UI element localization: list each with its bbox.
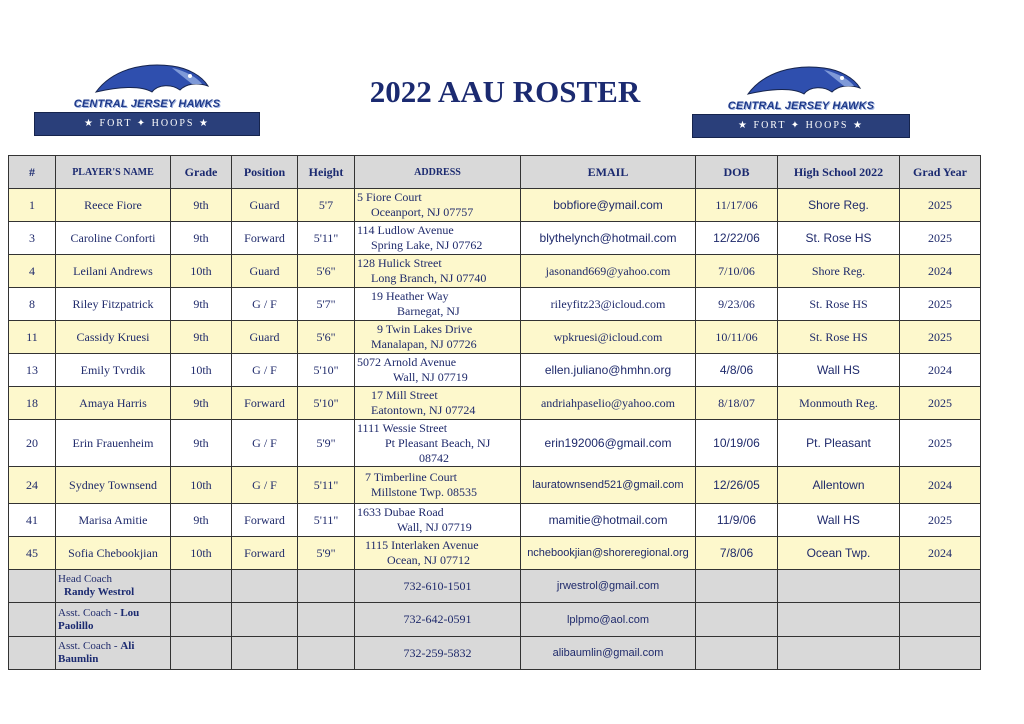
player-dob: 7/10/06 (696, 255, 778, 288)
player-grad-year: 2025 (900, 321, 981, 354)
address-line: 1111 Wessie Street (357, 420, 448, 435)
address-line: 1633 Dubae Road (357, 505, 444, 519)
address-line: Spring Lake, NJ 07762 (371, 238, 483, 252)
table-row (9, 288, 981, 321)
player-school: Wall HS (778, 354, 900, 387)
player-school: Shore Reg. (778, 255, 900, 288)
address-line: Wall, NJ 07719 (397, 520, 472, 534)
empty-cell (9, 603, 56, 637)
player-dob: 8/18/07 (696, 387, 778, 420)
empty-cell (298, 570, 355, 603)
col-header: Grade (171, 156, 232, 189)
player-number: 3 (9, 222, 56, 255)
player-number: 20 (9, 420, 56, 467)
address-line: 9 Twin Lakes Drive (377, 322, 473, 336)
player-grade: 9th (171, 321, 232, 354)
address-line: Pt Pleasant Beach, NJ (385, 435, 491, 450)
player-dob: 10/19/06 (696, 420, 778, 467)
player-address (355, 321, 521, 354)
page-title: 2022 AAU ROSTER (369, 74, 641, 109)
header-row (9, 156, 981, 189)
player-grade: 10th (171, 537, 232, 570)
coach-cell (56, 637, 171, 670)
player-grad-year: 2025 (900, 189, 981, 222)
team-logo-right (692, 64, 910, 140)
player-grad-year: 2024 (900, 537, 981, 570)
player-address (355, 387, 521, 420)
player-school: Wall HS (778, 504, 900, 537)
player-number: 1 (9, 189, 56, 222)
table-row (9, 189, 981, 222)
address-line: Wall, NJ 07719 (393, 370, 468, 384)
player-dob: 11/17/06 (696, 189, 778, 222)
coach-role: Asst. Coach - (58, 606, 118, 619)
player-height: 5'7 (298, 189, 355, 222)
empty-cell (9, 637, 56, 670)
player-position: G / F (232, 354, 298, 387)
address-line: Ocean, NJ 07712 (387, 553, 470, 567)
player-school: St. Rose HS (778, 222, 900, 255)
table-row (9, 420, 981, 467)
player-position: Forward (232, 504, 298, 537)
coach-phone[interactable]: 732-642-0591 (355, 603, 521, 637)
empty-cell (171, 637, 232, 670)
col-header: Grad Year (900, 156, 981, 189)
player-name: Emily Tvrdik (56, 354, 171, 387)
player-number: 11 (9, 321, 56, 354)
player-grade: 9th (171, 189, 232, 222)
address-line: 5 Fiore Court (357, 190, 422, 204)
player-email[interactable]: andriahpaselio@yahoo.com (521, 387, 696, 420)
table-row (9, 222, 981, 255)
address-line: 114 Ludlow Avenue (357, 223, 454, 237)
table-row (9, 321, 981, 354)
coach-email[interactable]: jrwestrol@gmail.com (521, 570, 696, 603)
table-row (9, 255, 981, 288)
address-line: Long Branch, NJ 07740 (371, 271, 487, 285)
empty-cell (900, 603, 981, 637)
player-position: G / F (232, 288, 298, 321)
address-line: 5072 Arnold Avenue (357, 355, 457, 369)
coach-role: Asst. Coach - (58, 640, 118, 652)
player-height: 5'10" (298, 387, 355, 420)
player-grade: 9th (171, 387, 232, 420)
empty-cell (232, 637, 298, 670)
player-name: Sofia Chebookjian (56, 537, 171, 570)
coach-name: Randy Westrol (64, 586, 135, 598)
table-row (9, 354, 981, 387)
fort-hoops-band: ★ FORT ✦ HOOPS ★ (34, 112, 260, 136)
player-name: Cassidy Kruesi (56, 321, 171, 354)
player-number: 45 (9, 537, 56, 570)
player-grad-year: 2025 (900, 222, 981, 255)
empty-cell (171, 603, 232, 637)
col-header: High School 2022 (778, 156, 900, 189)
empty-cell (171, 570, 232, 603)
player-number: 24 (9, 467, 56, 504)
coach-name: Ali Baumlin (58, 640, 135, 665)
player-grade: 10th (171, 255, 232, 288)
player-grad-year: 2025 (900, 387, 981, 420)
table-row (9, 467, 981, 504)
player-height: 5'11" (298, 504, 355, 537)
table-row (9, 387, 981, 420)
address-line: Oceanport, NJ 07757 (371, 205, 474, 219)
player-name: Erin Frauenheim (56, 420, 171, 467)
player-dob: 4/8/06 (696, 354, 778, 387)
player-dob: 9/23/06 (696, 288, 778, 321)
player-grad-year: 2024 (900, 467, 981, 504)
player-grad-year: 2025 (900, 504, 981, 537)
player-email[interactable]: blythelynch@hotmail.com (521, 222, 696, 255)
player-number: 4 (9, 255, 56, 288)
player-position: G / F (232, 420, 298, 467)
address-line: 08742 (419, 450, 449, 465)
player-number: 13 (9, 354, 56, 387)
player-dob: 12/26/05 (696, 467, 778, 504)
player-height: 5'6" (298, 321, 355, 354)
player-address (355, 354, 521, 387)
empty-cell (900, 570, 981, 603)
empty-cell (900, 637, 981, 670)
col-header: DOB (696, 156, 778, 189)
player-address (355, 537, 521, 570)
empty-cell (9, 570, 56, 603)
player-position: Forward (232, 222, 298, 255)
player-height: 5'10" (298, 354, 355, 387)
player-address (355, 222, 521, 255)
address-line: Millstone Twp. 08535 (371, 485, 477, 499)
player-grade: 9th (171, 222, 232, 255)
player-school: St. Rose HS (778, 321, 900, 354)
empty-cell (778, 637, 900, 670)
player-email[interactable]: ellen.juliano@hmhn.org (521, 354, 696, 387)
col-header: EMAIL (521, 156, 696, 189)
player-grad-year: 2025 (900, 288, 981, 321)
fort-hoops-band: ★ FORT ✦ HOOPS ★ (692, 114, 910, 138)
player-grad-year: 2024 (900, 354, 981, 387)
player-grade: 9th (171, 420, 232, 467)
player-grad-year: 2024 (900, 255, 981, 288)
empty-cell (232, 570, 298, 603)
player-address (355, 288, 521, 321)
player-height: 5'11" (298, 467, 355, 504)
player-email[interactable]: nchebookjian@shoreregional.org (521, 537, 696, 570)
player-number: 18 (9, 387, 56, 420)
address-line: Eatontown, NJ 07724 (371, 403, 476, 417)
player-name: Marisa Amitie (56, 504, 171, 537)
player-address (355, 420, 521, 467)
player-address (355, 504, 521, 537)
empty-cell (778, 603, 900, 637)
player-name: Leilani Andrews (56, 255, 171, 288)
coach-role: Head Coach (58, 573, 113, 585)
player-position: G / F (232, 467, 298, 504)
team-name: CENTRAL JERSEY HAWKS (727, 100, 875, 112)
address-line: 17 Mill Street (371, 388, 438, 402)
player-school: Monmouth Reg. (778, 387, 900, 420)
player-grade: 9th (171, 288, 232, 321)
player-position: Forward (232, 537, 298, 570)
player-grad-year: 2025 (900, 420, 981, 467)
coach-name: Lou Paolillo (58, 606, 140, 632)
table-row (9, 504, 981, 537)
player-name: Sydney Townsend (56, 467, 171, 504)
player-school: Shore Reg. (778, 189, 900, 222)
empty-cell (232, 603, 298, 637)
player-address (355, 189, 521, 222)
col-header: ADDRESS (355, 156, 521, 189)
coach-email[interactable]: lplpmo@aol.com (521, 603, 696, 637)
player-position: Guard (232, 255, 298, 288)
address-line: Barnegat, NJ (397, 304, 460, 318)
coach-row (9, 603, 981, 637)
address-line: 128 Hulick Street (357, 256, 442, 270)
player-address (355, 467, 521, 504)
col-header: PLAYER'S NAME (56, 156, 171, 189)
player-position: Guard (232, 321, 298, 354)
player-school: Pt. Pleasant (778, 420, 900, 467)
player-position: Guard (232, 189, 298, 222)
hawk-icon (744, 64, 864, 104)
player-dob: 10/11/06 (696, 321, 778, 354)
address-line: 7 Timberline Court (365, 470, 458, 484)
player-email[interactable]: erin192006@gmail.com (521, 420, 696, 467)
coach-row (9, 570, 981, 603)
player-dob: 7/8/06 (696, 537, 778, 570)
player-dob: 11/9/06 (696, 504, 778, 537)
player-email[interactable]: wpkruesi@icloud.com (521, 321, 696, 354)
player-name: Amaya Harris (56, 387, 171, 420)
address-line: 19 Heather Way (371, 289, 449, 303)
player-email[interactable]: bobfiore@ymail.com (521, 189, 696, 222)
player-name: Caroline Conforti (56, 222, 171, 255)
player-email[interactable]: mamitie@hotmail.com (521, 504, 696, 537)
player-email[interactable]: rileyfitz23@icloud.com (521, 288, 696, 321)
player-name: Reece Fiore (56, 189, 171, 222)
player-school: Ocean Twp. (778, 537, 900, 570)
team-name: CENTRAL JERSEY HAWKS (73, 98, 221, 110)
empty-cell (778, 570, 900, 603)
coach-cell (56, 570, 171, 603)
empty-cell (298, 637, 355, 670)
col-header: Height (298, 156, 355, 189)
coach-email[interactable]: alibaumlin@gmail.com (521, 637, 696, 670)
player-grade: 10th (171, 467, 232, 504)
player-address (355, 255, 521, 288)
empty-cell (696, 637, 778, 670)
address-line: Manalapan, NJ 07726 (371, 337, 477, 351)
coach-row (9, 637, 981, 670)
empty-cell (696, 570, 778, 603)
col-header: # (9, 156, 56, 189)
table-row (9, 537, 981, 570)
empty-cell (298, 603, 355, 637)
player-height: 5'7" (298, 288, 355, 321)
player-email[interactable]: jasonand669@yahoo.com (521, 255, 696, 288)
player-email[interactable]: lauratownsend521@gmail.com (521, 467, 696, 504)
player-grade: 10th (171, 354, 232, 387)
player-height: 5'9" (298, 420, 355, 467)
player-height: 5'6" (298, 255, 355, 288)
player-school: St. Rose HS (778, 288, 900, 321)
coach-phone[interactable]: 732-610-1501 (355, 570, 521, 603)
player-height: 5'9" (298, 537, 355, 570)
coach-phone[interactable]: 732-259-5832 (355, 637, 521, 670)
player-number: 8 (9, 288, 56, 321)
address-line: 1115 Interlaken Avenue (365, 538, 479, 552)
empty-cell (696, 603, 778, 637)
player-number: 41 (9, 504, 56, 537)
player-position: Forward (232, 387, 298, 420)
roster-table (8, 155, 981, 670)
player-grade: 9th (171, 504, 232, 537)
coach-cell (56, 603, 171, 637)
player-height: 5'11" (298, 222, 355, 255)
player-school: Allentown (778, 467, 900, 504)
player-name: Riley Fitzpatrick (56, 288, 171, 321)
player-dob: 12/22/06 (696, 222, 778, 255)
col-header: Position (232, 156, 298, 189)
